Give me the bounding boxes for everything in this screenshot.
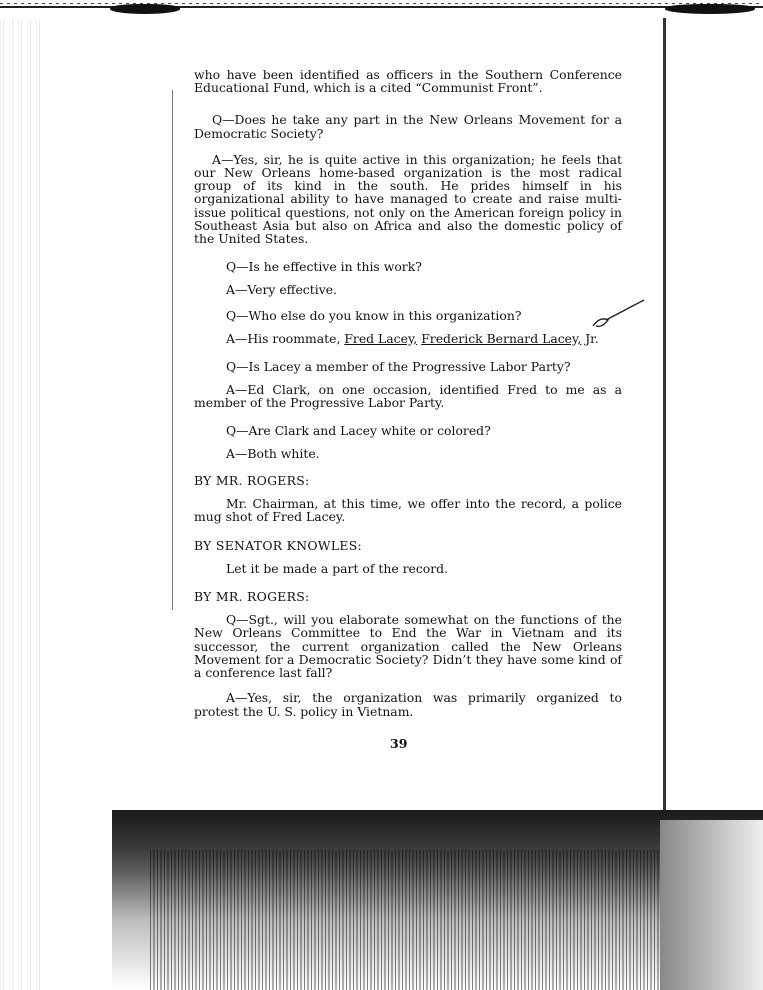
question: Q—Who else do you know in this organization? bbox=[226, 307, 522, 323]
paragraph: Let it be made a part of the record. bbox=[226, 560, 449, 576]
page-spine-line bbox=[172, 90, 173, 610]
question: Q—Does he take any part in the New Orleans Movement for a Democratic Society? bbox=[194, 112, 622, 141]
question: Q—Is he effective in this work? bbox=[226, 259, 422, 275]
question: Q—Are Clark and Lacey white or colored? bbox=[226, 422, 491, 438]
scan-bottom-stripes bbox=[150, 850, 670, 990]
answer: A—Yes, sir, he is quite active in this organization; he feels that our New Orleans home-based organization is the most radical group of its kind in the south. He prides himself in his organizational ability to have managed to create and raise multi-issue political questions, not only on the American foreign policy in Southeast Asia but also on Africa and also the domestic policy of the United States. bbox=[194, 151, 622, 247]
scan-artifact bbox=[665, 4, 755, 14]
question: Q—Is Lacey a member of the Progressive Labor Party? bbox=[226, 359, 571, 375]
page-number: 39 bbox=[390, 736, 408, 751]
scan-left-margin bbox=[0, 20, 42, 990]
answer-text: A—His roommate, bbox=[226, 330, 345, 346]
underlined-name: Frederick Bernard Lacey, bbox=[421, 330, 582, 346]
speaker-heading: BY MR. ROGERS: bbox=[194, 589, 310, 605]
paragraph: Mr. Chairman, at this time, we offer into the record, a police mug shot of Fred Lacey. bbox=[194, 496, 622, 525]
page-right-edge bbox=[663, 18, 666, 818]
speaker-heading: BY SENATOR KNOWLES: bbox=[194, 537, 362, 553]
answer: A—Both white. bbox=[226, 445, 320, 461]
document-page bbox=[194, 62, 622, 718]
underlined-name: Fred Lacey, bbox=[344, 330, 418, 346]
answer: A—Ed Clark, on one occasion, identified Fred to me as a member of the Progressive Labor Party. bbox=[194, 382, 622, 411]
scan-bottom-fade bbox=[660, 820, 763, 990]
question: Q—Sgt., will you elaborate somewhat on the functions of the New Orleans Committee to End the War in Vietnam and its successor, the current organization called the New Orleans Movement for a Democratic Society? Didn’t they have some kind of a conference last fall? bbox=[194, 612, 622, 681]
scan-artifact bbox=[110, 4, 180, 14]
speaker-heading: BY MR. ROGERS: bbox=[194, 473, 310, 489]
paragraph: who have been identified as officers in the Southern Conference Educational Fund, which is a cited “Communist Front”. bbox=[194, 67, 622, 96]
answer bbox=[194, 332, 622, 345]
answer: A—Very effective. bbox=[226, 282, 337, 298]
answer: A—Yes, sir, the organization was primarily organized to protest the U. S. policy in Vietnam. bbox=[194, 690, 622, 719]
answer-text: Jr. bbox=[581, 330, 599, 346]
